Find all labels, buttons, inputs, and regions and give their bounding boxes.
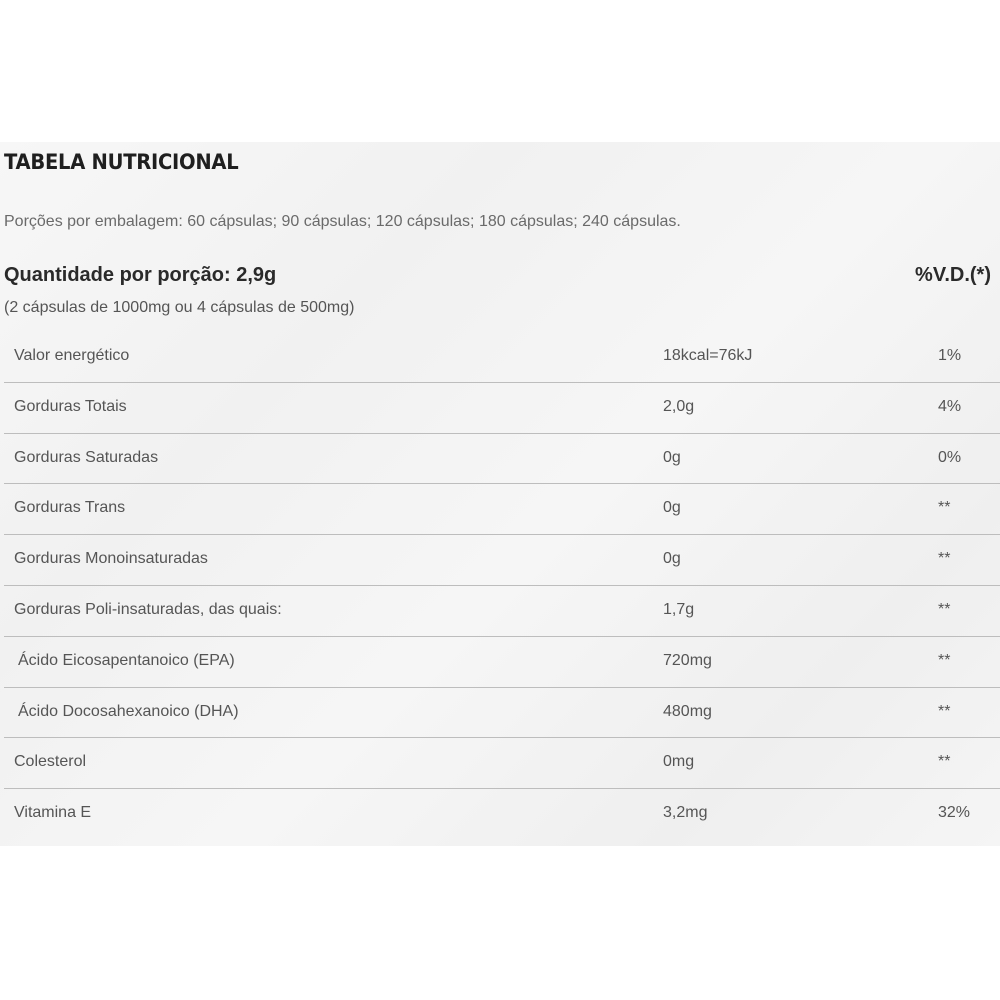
page-title: TABELA NUTRICIONAL (4, 150, 239, 174)
nutrient-amount: 0mg (663, 753, 695, 771)
table-row (4, 789, 1000, 839)
table-row (4, 738, 1000, 789)
nutrient-name: Colesterol (14, 753, 87, 771)
nutrient-amount: 480mg (663, 702, 712, 720)
nutrition-table (4, 332, 1000, 839)
nutrient-daily-value: 0% (938, 448, 962, 466)
nutrient-amount: 3,2mg (663, 804, 708, 822)
nutrient-daily-value: 1% (938, 347, 962, 364)
nutrient-daily-value: ** (938, 651, 951, 669)
nutrient-amount: 0g (663, 499, 681, 517)
nutrient-name: Gorduras Totais (14, 397, 127, 415)
nutrient-name: Gorduras Poli-insaturadas, das quais: (14, 600, 282, 618)
table-row (4, 383, 1000, 434)
table-row (4, 434, 1000, 485)
nutrient-name: Valor energético (14, 347, 130, 364)
nutrient-name: Gorduras Saturadas (14, 448, 159, 466)
nutrient-daily-value: ** (938, 753, 951, 771)
nutrient-name: Gorduras Trans (14, 499, 126, 517)
daily-value-header: %V.D.(*) (915, 264, 991, 286)
nutrient-amount: 720mg (663, 651, 712, 669)
nutrient-daily-value: ** (938, 550, 951, 568)
portions-per-package: Porções por embalagem: 60 cápsulas; 90 cápsulas; 120 cápsulas; 180 cápsulas; 240 cápsulas. (4, 213, 681, 230)
nutrient-name: Gorduras Monoinsaturadas (14, 550, 208, 568)
nutrition-panel (0, 142, 1000, 846)
nutrient-amount: 18kcal=76kJ (663, 347, 753, 364)
nutrient-daily-value: ** (938, 702, 951, 720)
serving-size: Quantidade por porção: 2,9g (4, 264, 277, 286)
nutrient-name: Vitamina E (14, 804, 92, 822)
nutrient-amount: 2,0g (663, 397, 695, 415)
table-row (4, 688, 1000, 739)
table-row (4, 586, 1000, 637)
table-row (4, 637, 1000, 688)
table-row (4, 332, 1000, 383)
nutrient-daily-value: 4% (938, 397, 962, 415)
serving-note: (2 cápsulas de 1000mg ou 4 cápsulas de 500mg) (4, 299, 355, 316)
nutrient-amount: 0g (663, 550, 681, 568)
table-row (4, 535, 1000, 586)
nutrient-amount: 1,7g (663, 600, 695, 618)
nutrient-name: Ácido Eicosapentanoico (EPA) (18, 651, 235, 669)
nutrient-daily-value: ** (938, 600, 951, 618)
nutrient-daily-value: ** (938, 499, 951, 517)
nutrient-name: Ácido Docosahexanoico (DHA) (18, 702, 239, 720)
nutrient-amount: 0g (663, 448, 681, 466)
nutrient-daily-value: 32% (938, 804, 971, 822)
table-row (4, 484, 1000, 535)
